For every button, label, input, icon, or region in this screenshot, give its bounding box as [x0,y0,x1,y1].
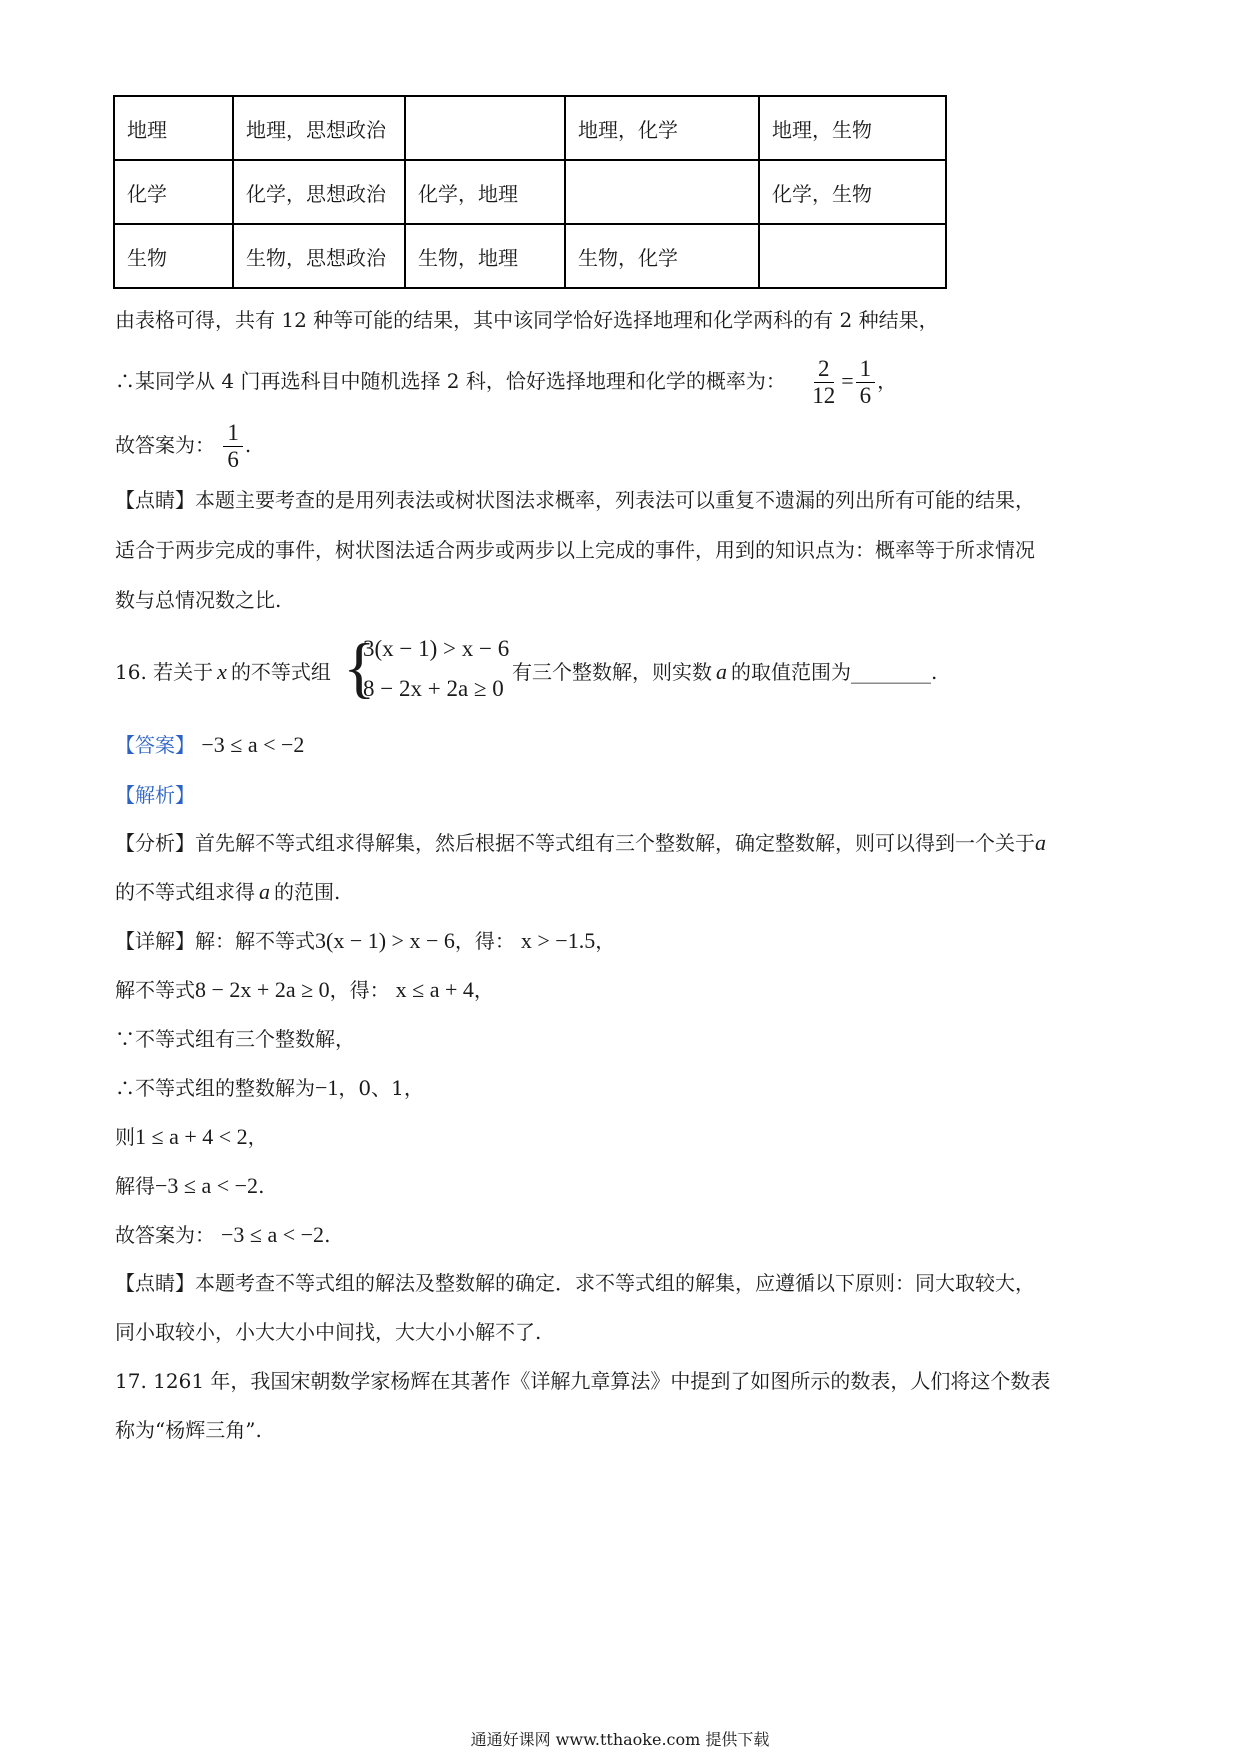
answer-value: −3 ≤ a < −2 [201,732,305,757]
analysis-line-1 [115,828,1046,858]
table-cell: 地理，思想政治 [233,96,405,160]
fraction-numerator: 1 [856,356,876,383]
detail-line-7 [115,1220,330,1250]
fraction-numerator: 2 [814,356,834,383]
detail-line-5 [115,1122,268,1152]
table-row [114,160,946,224]
analysis-line-2 [115,877,340,907]
table-cell: 生物，思想政治 [233,224,405,288]
detail-line-3: ∵不等式组有三个整数解， [115,1027,355,1051]
fraction-1-6 [223,420,243,473]
analysis-text: 的不等式组求得 [115,880,255,904]
math-expression: x ≤ a + 4 [395,977,474,1002]
punctuation: ， [247,1125,268,1149]
variable-x: x [217,659,227,684]
table-cell [405,96,565,160]
table-cell [565,160,759,224]
dianjing-16-line-2: 同小取较小，小大大小中间找，大大小小解不了. [115,1320,542,1344]
dianjing-16-line-1: 【点睛】本题考查不等式组的解法及整数解的确定．求不等式组的解集，应遵循以下原则：同大取较大， [115,1271,1035,1295]
fraction-denominator: 12 [812,383,836,408]
table-cell: 地理，生物 [759,96,946,160]
probability-line [115,348,897,414]
subject-combination-table [113,95,947,289]
equals-sign: = [841,368,854,393]
math-expression: 8 − 2x + 2a ≥ 0 [195,977,330,1002]
punctuation: . [931,660,938,684]
math-expression: −3 ≤ a < −2 [155,1173,259,1198]
answer-line-15 [115,412,251,478]
detail-text: 解得 [115,1174,155,1198]
table-cell: 地理 [114,96,233,160]
system-brace: { [343,629,376,705]
result-line: 由表格可得，共有 12 种等可能的结果，其中该同学恰好选择地理和化学两科的有 2 种结果， [115,308,939,332]
detail-text: 则 [115,1125,135,1149]
question-16-stem-tail [512,657,937,687]
question-number: 16. 若关于 [115,660,214,684]
detail-text: ，0、1， [338,1076,424,1100]
punctuation: . [324,1223,331,1247]
table-cell: 生物 [114,224,233,288]
question-16-stem [115,657,331,687]
dianjing-line-1: 【点睛】本题主要考查的是用列表法或树状图法求概率，列表法可以重复不遗漏的列出所有可能的结果， [115,488,1035,512]
table-cell: 地理，化学 [565,96,759,160]
inequality-2: 8 − 2x + 2a ≥ 0 [363,676,504,701]
math-expression: −3 ≤ a < −2 [221,1222,325,1247]
math-expression: −1 [315,1075,339,1100]
inequality-1: 3(x − 1) > x − 6 [363,636,510,661]
table-cell: 化学，思想政治 [233,160,405,224]
fraction-numerator: 1 [223,420,243,447]
stem-text: 有三个整数解，则实数 [512,660,712,684]
fraction-2-12 [808,356,839,409]
punctuation: ， [595,929,616,953]
punctuation: . [244,433,252,457]
fraction-denominator: 6 [227,447,239,472]
detail-text: 解不等式 [115,978,195,1002]
math-expression: x > −1.5 [520,928,596,953]
variable-a: a [1035,830,1046,855]
stem-text: 的不等式组 [230,660,331,684]
probability-text: ∴某同学从 4 门再选科目中随机选择 2 科，恰好选择地理和化学的概率为： [115,369,786,393]
detail-line-6 [115,1171,264,1201]
variable-a: a [259,879,270,904]
fraction-denominator: 6 [859,383,872,408]
dianjing-line-3: 数与总情况数之比. [115,588,282,612]
stem-text: 的取值范围为 [731,660,851,684]
detail-text: 故答案为： [115,1223,215,1247]
dianjing-line-2: 适合于两步完成的事件，树状图法适合两步或两步以上完成的事件，用到的知识点为：概率等于所求情况 [115,538,1035,562]
detail-text: ，得： [454,929,515,953]
table-row [114,96,946,160]
punctuation: ， [877,369,898,393]
table-cell: 生物，化学 [565,224,759,288]
table-cell: 生物，地理 [405,224,565,288]
math-expression: 3(x − 1) > x − 6 [315,928,455,953]
answer-blank: ________ [851,660,931,684]
punctuation: . [258,1174,265,1198]
math-expression: 1 ≤ a + 4 < 2 [135,1124,248,1149]
table-row [114,224,946,288]
detail-line-4 [115,1073,424,1103]
detail-text: 【详解】解：解不等式 [115,929,315,953]
question-17-line-1: 17. 1261 年，我国宋朝数学家杨辉在其著作《详解九章算法》中提到了如图所示的数表，人们将这个数表 [115,1369,1051,1393]
jiexi-tag: 【解析】 [115,783,195,807]
detail-line-1 [115,926,615,956]
analysis-text: 的范围. [274,880,341,904]
table-cell: 化学，生物 [759,160,946,224]
fraction-1-6 [856,356,876,409]
analysis-text: 【分析】首先解不等式组求得解集，然后根据不等式组有三个整数解，确定整数解，则可以得到一个关于 [115,831,1035,855]
punctuation: ， [473,978,494,1002]
answer-16 [115,730,304,760]
table-cell: 化学 [114,160,233,224]
answer-label: 故答案为： [115,433,215,457]
detail-line-2 [115,975,494,1005]
table-cell: 化学，地理 [405,160,565,224]
variable-a: a [716,659,727,684]
question-17-line-2: 称为“杨辉三角”. [115,1418,262,1442]
answer-tag: 【答案】 [115,733,195,757]
detail-text: ，得： [329,978,390,1002]
table-cell [759,224,946,288]
detail-text: ∴不等式组的整数解为 [115,1076,315,1100]
page-footer: 通通好课网 www.tthaoke.com 提供下载 [470,1730,770,1749]
